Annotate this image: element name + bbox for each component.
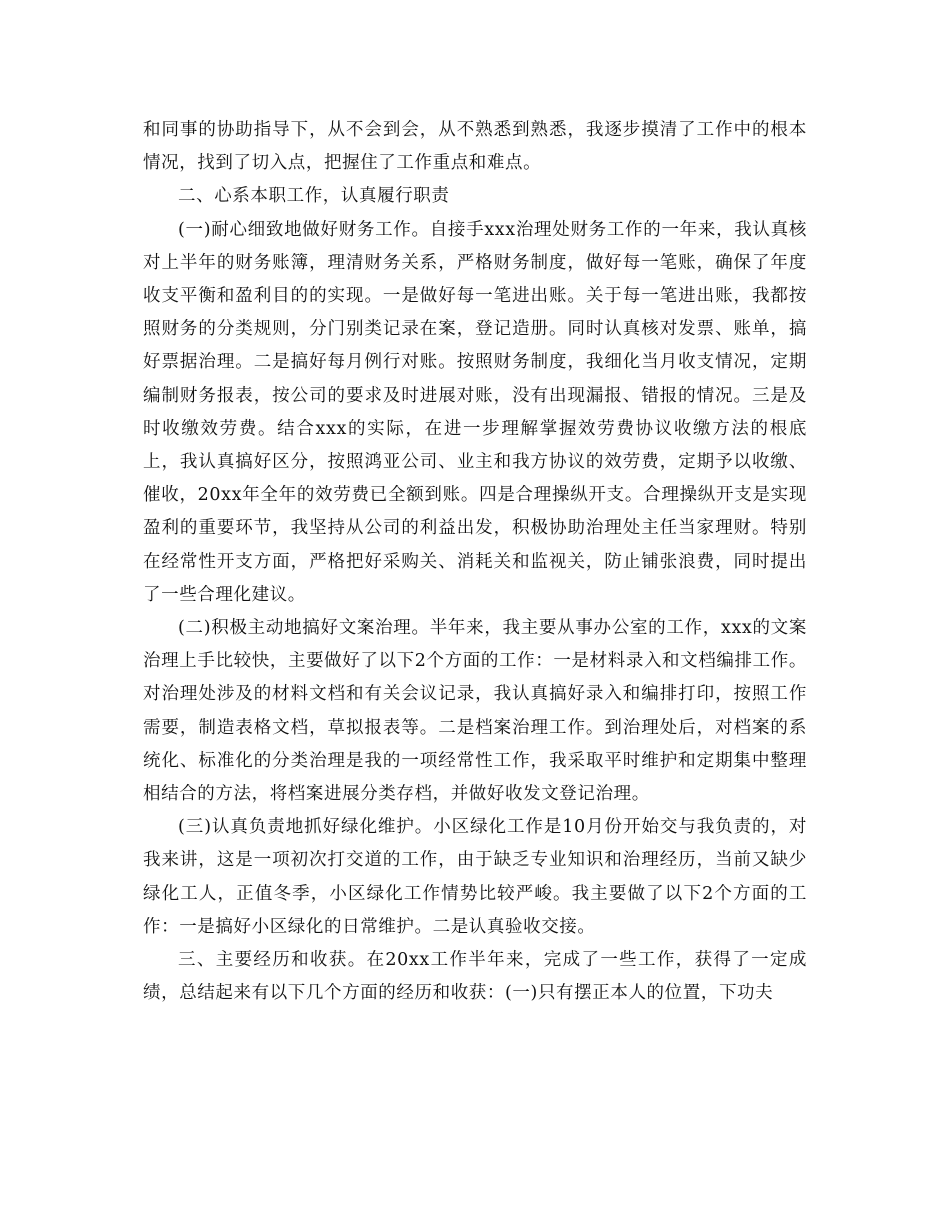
paragraph-greening-maintenance: (三)认真负责地抓好绿化维护。小区绿化工作是10月份开始交与我负责的，对我来讲，这是一项初次打交道的工作，由于缺乏专业知识和治理经历，当前又缺少绿化工人，正值冬季，小区绿化工作情势比较严峻。我主要做了以下2个方面的工作：一是搞好小区绿化的日常维护。二是认真验收交接。 <box>143 817 807 937</box>
paragraph-finance-work: (一)耐心细致地做好财务工作。自接手xxx治理处财务工作的一年来，我认真核对上半年的财务账簿，理清财务关系，严格财务制度，做好每一笔账，确保了年度收支平衡和盈利目的的实现。一是做好每一笔进出账。关于每一笔进出账，我都按照财务的分类规则，分门别类记录在案，登记造册。同时认真核对发票、账单，搞好票据治理。二是搞好每月例行对账。按照财务制度，我细化当月收支情况，定期编制财务报表，按公司的要求及时进展对账，没有出现漏报、错报的情况。三是及时收缴效劳费。结合xxx的实际，在进一步理解掌握效劳费协议收缴方法的根底上，我认真搞好区分，按照鸿亚公司、业主和我方协议的效劳费，定期予以收缴、催收，20xx年全年的效劳费已全额到账。四是合理操纵开支。合理操纵开支是实现盈利的重要环节，我坚持从公司的利益出发，积极协助治理处主任当家理财。特别在经常性开支方面，严格把好采购关、消耗关和监视关，防止铺张浪费，同时提出了一些合理化建议。 <box>143 219 807 605</box>
paragraph-document-management: (二)积极主动地搞好文案治理。半年来，我主要从事办公室的工作，xxx的文案治理上手比较快，主要做好了以下2个方面的工作：一是材料录入和文档编排工作。对治理处涉及的材料文档和有关会议记录，我认真搞好录入和编排打印，按照工作需要，制造表格文档，草拟报表等。二是档案治理工作。到治理处后，对档案的系统化、标准化的分类治理是我的一项经常性工作，我采取平时维护和定期集中整理相结合的方法，将档案进展分类存档，并做好收发文登记治理。 <box>143 618 807 805</box>
document-body <box>143 114 807 1010</box>
paragraph-experience-gains: 三、主要经历和收获。在20xx工作半年来，完成了一些工作，获得了一定成绩，总结起来有以下几个方面的经历和收获：(一)只有摆正本人的位置，下功夫 <box>143 950 807 1004</box>
section-heading-2: 二、心系本职工作，认真履行职责 <box>178 186 450 207</box>
paragraph-continuation: 和同事的协助指导下，从不会到会，从不熟悉到熟悉，我逐步摸清了工作中的根本情况，找到了切入点，把握住了工作重点和难点。 <box>143 120 807 174</box>
